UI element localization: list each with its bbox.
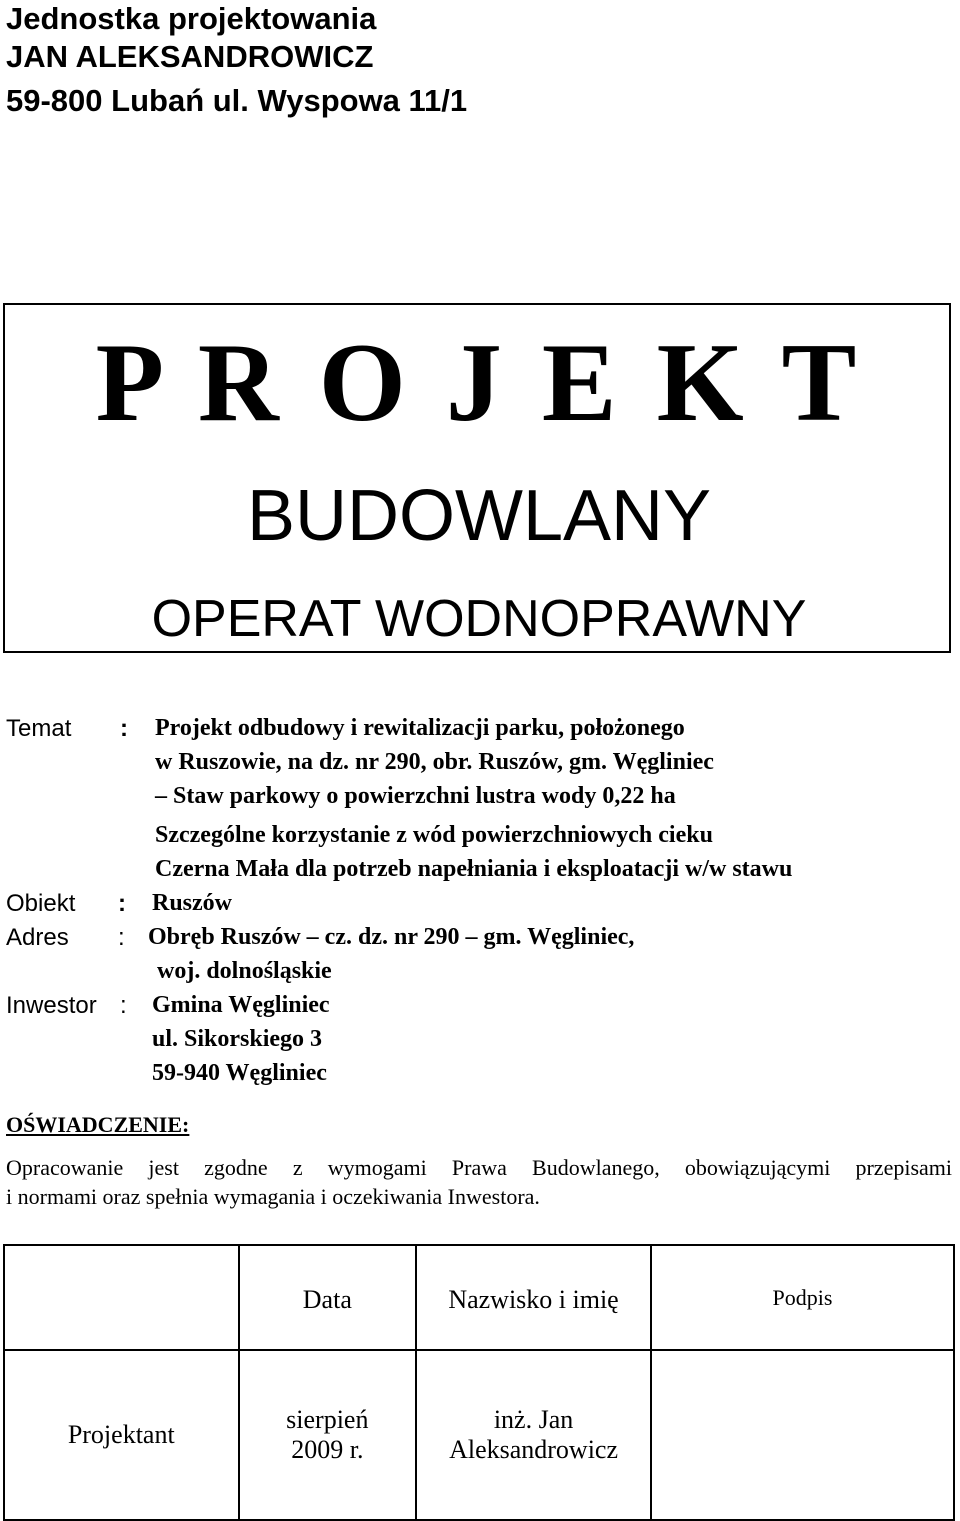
obiekt-value: Ruszów bbox=[152, 890, 233, 916]
project-title: P R O J E K T bbox=[95, 321, 863, 445]
operat-title: OPERAT WODNOPRAWNY bbox=[151, 590, 807, 648]
temat-line: Czerna Mała dla potrzeb napełniania i eksploatacji w/w stawu bbox=[155, 856, 793, 882]
temat-line: – Staw parkowy o powierzchni lustra wody 0,22 ha bbox=[155, 783, 676, 809]
name-line: Aleksandrowicz bbox=[449, 1435, 618, 1464]
inwestor-line: ul. Sikorskiego 3 bbox=[152, 1026, 323, 1052]
temat-label: Temat bbox=[6, 715, 72, 742]
obiekt-colon: : bbox=[118, 890, 126, 917]
inwestor-colon: : bbox=[120, 992, 127, 1019]
name-line: inż. Jan bbox=[493, 1405, 574, 1434]
temat-line: Szczególne korzystanie z wód powierzchniowych cieku bbox=[155, 822, 713, 848]
statement-line: Opracowanie jest zgodne z wymogami Prawa Budowlanego, obowiązującymi przepisami bbox=[6, 1155, 952, 1180]
project-subtitle: BUDOWLANY bbox=[246, 476, 712, 556]
table-header-empty bbox=[4, 1245, 239, 1350]
table-header-date: Data bbox=[239, 1245, 417, 1350]
adres-line: woj. dolnośląskie bbox=[157, 958, 332, 984]
inwestor-line: 59-940 Węgliniec bbox=[152, 1060, 327, 1086]
designer-name: JAN ALEKSANDROWICZ bbox=[6, 39, 374, 74]
statement-heading: OŚWIADCZENIE: bbox=[6, 1112, 190, 1137]
table-header-signature: Podpis bbox=[651, 1245, 954, 1350]
signature-cell bbox=[651, 1350, 954, 1520]
company-address: 59-800 Lubań ul. Wyspowa 11/1 bbox=[6, 83, 468, 118]
date-line: sierpień bbox=[286, 1405, 369, 1434]
statement-line: i normami oraz spełnia wymagania i oczekiwania Inwestora. bbox=[6, 1184, 540, 1209]
company-name: Jednostka projektowania bbox=[6, 1, 377, 36]
temat-line: Projekt odbudowy i rewitalizacji parku, położonego bbox=[155, 715, 685, 741]
adres-colon: : bbox=[118, 924, 125, 951]
date-line: 2009 r. bbox=[291, 1435, 364, 1464]
table-header-row bbox=[4, 1245, 954, 1350]
temat-colon: : bbox=[120, 715, 128, 742]
title-box bbox=[3, 303, 951, 653]
obiekt-label: Obiekt bbox=[6, 890, 76, 917]
signature-table bbox=[3, 1244, 955, 1521]
inwestor-label: Inwestor bbox=[6, 992, 97, 1019]
temat-line: w Ruszowie, na dz. nr 290, obr. Ruszów, gm. Węgliniec bbox=[155, 749, 714, 775]
table-row bbox=[4, 1350, 954, 1520]
adres-label: Adres bbox=[6, 924, 69, 951]
inwestor-line: Gmina Węgliniec bbox=[152, 992, 330, 1018]
table-header-name: Nazwisko i imię bbox=[416, 1245, 651, 1350]
date-cell bbox=[239, 1350, 417, 1520]
role-cell: Projektant bbox=[4, 1350, 239, 1520]
adres-line: Obręb Ruszów – cz. dz. nr 290 – gm. Węgliniec, bbox=[148, 924, 635, 950]
name-cell bbox=[416, 1350, 651, 1520]
